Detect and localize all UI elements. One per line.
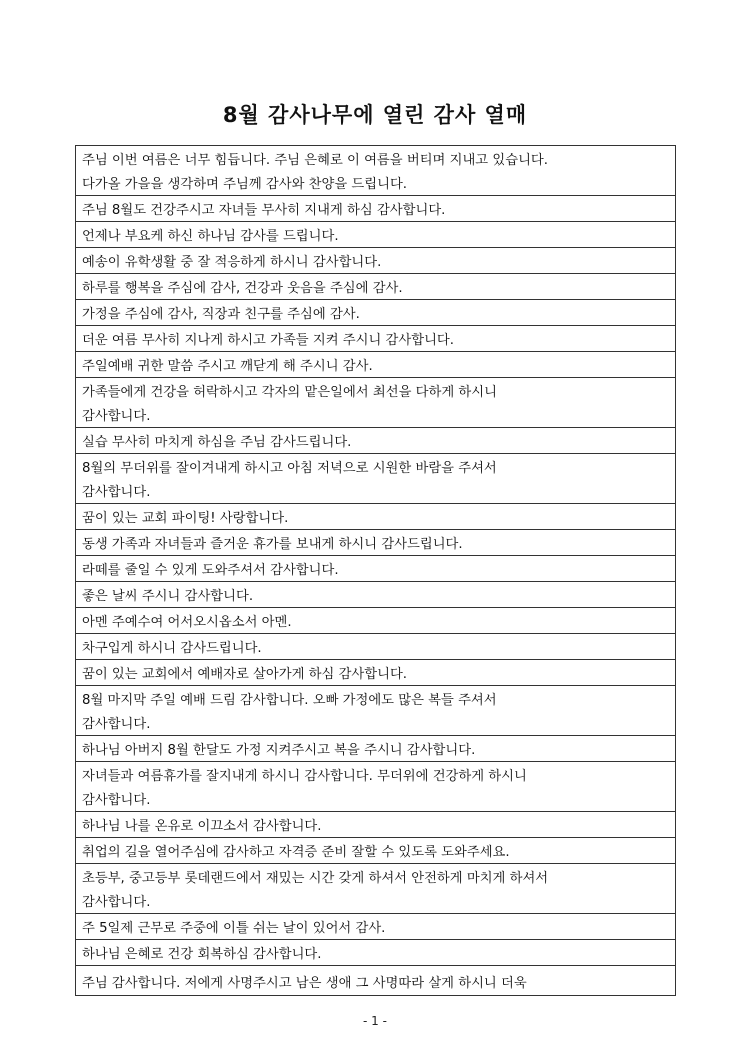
entry-line: 감사합니다. — [82, 894, 151, 910]
gratitude-entry — [76, 686, 675, 736]
entry-line: 감사합니다. — [82, 716, 151, 732]
gratitude-entry — [76, 428, 675, 454]
entry-line: 동생 가족과 자녀들과 즐거운 휴가를 보내게 하시니 감사드립니다. — [82, 537, 463, 552]
gratitude-entry — [76, 864, 675, 914]
entry-line: 초등부, 중고등부 롯데랜드에서 재밌는 시간 갖게 하셔서 안전하게 마치게 하셔서 — [82, 871, 549, 886]
gratitude-entry — [76, 530, 675, 556]
gratitude-entry — [76, 326, 675, 352]
gratitude-entry — [76, 504, 675, 530]
entry-line: 주님 8월도 건강주시고 자녀들 무사히 지내게 하심 감사합니다. — [82, 203, 446, 218]
gratitude-entry — [76, 634, 675, 660]
entry-line: 더운 여름 무사히 지나게 하시고 가족들 지켜 주시니 감사합니다. — [82, 333, 455, 348]
gratitude-entry — [76, 660, 675, 686]
entry-line: 8월 마지막 주일 예배 드림 감사합니다. 오빠 가정에도 많은 복들 주셔서 — [82, 693, 497, 708]
gratitude-entry — [76, 914, 675, 940]
entry-line: 언제나 부요케 하신 하나님 감사를 드립니다. — [82, 229, 339, 244]
gratitude-list — [75, 145, 676, 996]
entry-line: 가정을 주심에 감사, 직장과 친구를 주심에 감사. — [82, 307, 360, 322]
gratitude-entry — [76, 248, 675, 274]
gratitude-entry — [76, 762, 675, 812]
entry-line: 가족들에게 건강을 허락하시고 각자의 맡은일에서 최선을 다하게 하시니 — [82, 385, 497, 400]
gratitude-entry — [76, 838, 675, 864]
entry-line: 하나님 나를 온유로 이끄소서 감사합니다. — [82, 819, 322, 834]
entry-line: 감사합니다. — [82, 792, 151, 808]
gratitude-entry — [76, 352, 675, 378]
gratitude-entry — [76, 812, 675, 838]
entry-line: 좋은 날씨 주시니 감사합니다. — [82, 589, 254, 604]
page-number: - 1 - — [363, 1014, 387, 1028]
page-title: 8월 감사나무에 열린 감사 열매 — [222, 103, 528, 127]
gratitude-entry — [76, 378, 675, 428]
entry-line: 감사합니다. — [82, 408, 151, 424]
entry-line: 실습 무사히 마치게 하심을 주님 감사드립니다. — [82, 435, 352, 450]
gratitude-entry — [76, 222, 675, 248]
entry-line: 하나님 은혜로 건강 회복하심 감사합니다. — [82, 947, 322, 962]
entry-line: 다가올 가을을 생각하며 주님께 감사와 찬양을 드립니다. — [82, 176, 408, 192]
gratitude-entry — [76, 454, 675, 504]
gratitude-entry — [76, 196, 675, 222]
entry-line: 8월의 무더위를 잘이겨내게 하시고 아침 저녁으로 시원한 바람을 주셔서 — [82, 461, 497, 476]
gratitude-entry — [76, 736, 675, 762]
entry-line: 라떼를 줄일 수 있게 도와주셔서 감사합니다. — [82, 563, 339, 578]
gratitude-entry — [76, 608, 675, 634]
entry-line: 주일예배 귀한 말씀 주시고 깨닫게 해 주시니 감사. — [82, 359, 373, 374]
entry-line: 하루를 행복을 주심에 감사, 건강과 웃음을 주심에 감사. — [82, 281, 403, 296]
gratitude-entry — [76, 300, 675, 326]
entry-line: 자녀들과 여름휴가를 잘지내게 하시니 감사합니다. 무더위에 건강하게 하시니 — [82, 769, 527, 784]
entry-line: 아멘 주예수여 어서오시옵소서 아멘. — [82, 615, 292, 630]
gratitude-entry — [76, 146, 675, 196]
gratitude-entry — [76, 582, 675, 608]
entry-line: 예송이 유학생활 중 잘 적응하게 하시니 감사합니다. — [82, 255, 382, 270]
entry-line: 주님 감사합니다. 저에게 사명주시고 남은 생애 그 사명따라 살게 하시니 더욱 — [82, 976, 527, 991]
gratitude-entry — [76, 556, 675, 582]
entry-line: 꿈이 있는 교회에서 예배자로 살아가게 하심 감사합니다. — [82, 667, 408, 682]
entry-line: 감사합니다. — [82, 484, 151, 500]
entry-line: 취업의 길을 열어주심에 감사하고 자격증 준비 잘할 수 있도록 도와주세요. — [82, 845, 510, 860]
gratitude-entry — [76, 966, 675, 995]
entry-line: 꿈이 있는 교회 파이팅! 사랑합니다. — [82, 511, 289, 526]
entry-line: 하나님 아버지 8월 한달도 가정 지켜주시고 복을 주시니 감사합니다. — [82, 743, 476, 758]
entry-line: 차구입게 하시니 감사드립니다. — [82, 641, 262, 656]
entry-line: 주님 이번 여름은 너무 힘듭니다. 주님 은혜로 이 여름을 버티며 지내고 있습니다. — [82, 153, 548, 168]
gratitude-entry — [76, 274, 675, 300]
entry-line: 주 5일제 근무로 주중에 이틀 쉬는 날이 있어서 감사. — [82, 921, 386, 936]
gratitude-entry — [76, 940, 675, 966]
